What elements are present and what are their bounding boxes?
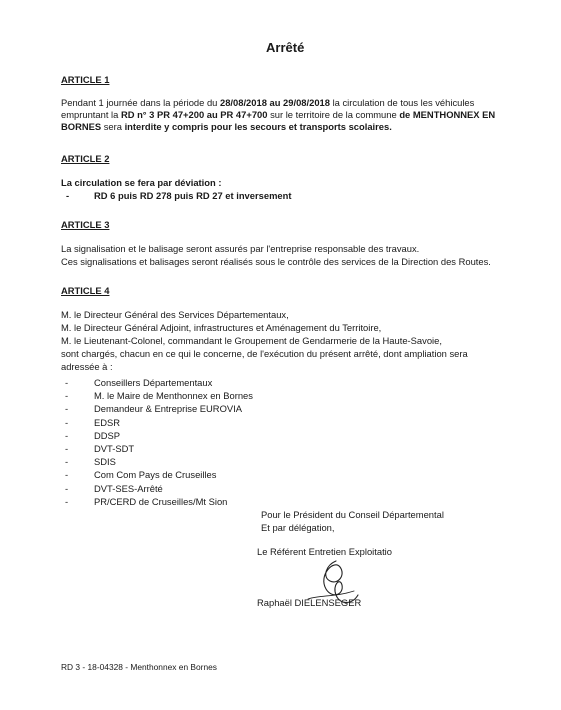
list-dash: - <box>65 390 69 402</box>
article-4-line-4: sont chargés, chacun en ce qui le concerne, de l'exécution du présent arrêté, dont ampliation sera <box>61 348 468 359</box>
recipient-name: EDSR <box>94 416 121 428</box>
recipient-name: M. le Maire de Menthonnex en Bornes <box>94 390 253 402</box>
article-1-text: sur le territoire de la commune <box>267 109 400 120</box>
closure-dates: 28/08/2018 au 29/08/2018 <box>219 97 330 108</box>
document-footer: RD 3 - 18-04328 - Menthonnex en Bornes <box>61 662 217 672</box>
list-dash: - <box>65 469 69 481</box>
signatory-role: Le Référent Entretien Exploitatio <box>257 546 392 557</box>
recipient-name: PR/CERD de Cruseilles/Mt Sion <box>94 495 228 507</box>
article-3-heading: ARTICLE 3 <box>61 219 110 230</box>
deviation-route: RD 6 puis RD 278 puis RD 27 et inversement <box>94 190 292 201</box>
list-dash: - <box>65 403 69 415</box>
recipient-name: Demandeur & Entreprise EUROVIA <box>94 403 242 415</box>
article-1-text: la circulation de tous les véhicules <box>329 97 475 108</box>
article-1-text: sera <box>101 121 125 132</box>
list-dash: - <box>65 377 69 388</box>
article-4-line-3: M. le Lieutenant-Colonel, commandant le Groupement de Gendarmerie de la Haute-Savoie, <box>61 335 442 346</box>
recipient-name: DDSP <box>94 429 121 441</box>
article-1-line-1 <box>61 97 511 109</box>
signature-line-2: Et par délégation, <box>261 522 335 533</box>
article-1-text: empruntant la <box>61 109 121 120</box>
article-1-body <box>61 97 511 133</box>
article-2-heading: ARTICLE 2 <box>61 153 110 164</box>
recipient-name: DVT-SES-Arrêté <box>94 482 163 494</box>
list-dash: - <box>65 482 69 494</box>
article-4-line-1: M. le Directeur Général des Services Départementaux, <box>61 309 289 320</box>
commune-name: de MENTHONNEX EN <box>399 109 496 120</box>
list-dash: - <box>65 429 69 441</box>
article-1-text: Pendant 1 journée dans la période du <box>61 97 220 108</box>
signatory-name: Raphaël DIELENSEGER <box>257 597 362 608</box>
signature-line-1: Pour le Président du Conseil Départemental <box>261 509 444 520</box>
article-4-line-2: M. le Directeur Général Adjoint, infrastructures et Aménagement du Territoire, <box>61 322 382 333</box>
recipient-name: SDIS <box>94 456 116 468</box>
recipient-name: Conseillers Départementaux <box>94 377 213 388</box>
article-1-line-2 <box>61 109 511 121</box>
article-4-heading: ARTICLE 4 <box>61 285 110 296</box>
article-1-line-3 <box>61 121 511 133</box>
page-title: Arrêté <box>266 40 305 55</box>
list-dash: - <box>65 495 69 507</box>
list-dash: - <box>65 416 69 428</box>
commune-name: BORNES <box>61 121 102 132</box>
list-dash: - <box>65 443 69 454</box>
recipient-name: Com Com Pays de Cruseilles <box>94 469 217 481</box>
list-dash: - <box>65 456 69 468</box>
article-3-line-1: La signalisation et le balisage seront assurés par l'entreprise responsable des travaux. <box>61 243 420 254</box>
traffic-rule: interdite y compris pour les secours et transports scolaires. <box>124 121 392 132</box>
deviation-intro: La circulation se fera par déviation : <box>61 177 222 188</box>
list-dash: - <box>66 190 70 201</box>
article-3-line-2: Ces signalisations et balisages seront réalisés sous le contrôle des services de la Direction des Routes. <box>61 256 491 267</box>
article-4-line-5: adressée à : <box>61 361 113 372</box>
recipient-name: DVT-SDT <box>94 443 135 454</box>
road-section: RD n° 3 PR 47+200 au PR 47+700 <box>120 109 268 120</box>
article-1-heading: ARTICLE 1 <box>61 74 110 85</box>
